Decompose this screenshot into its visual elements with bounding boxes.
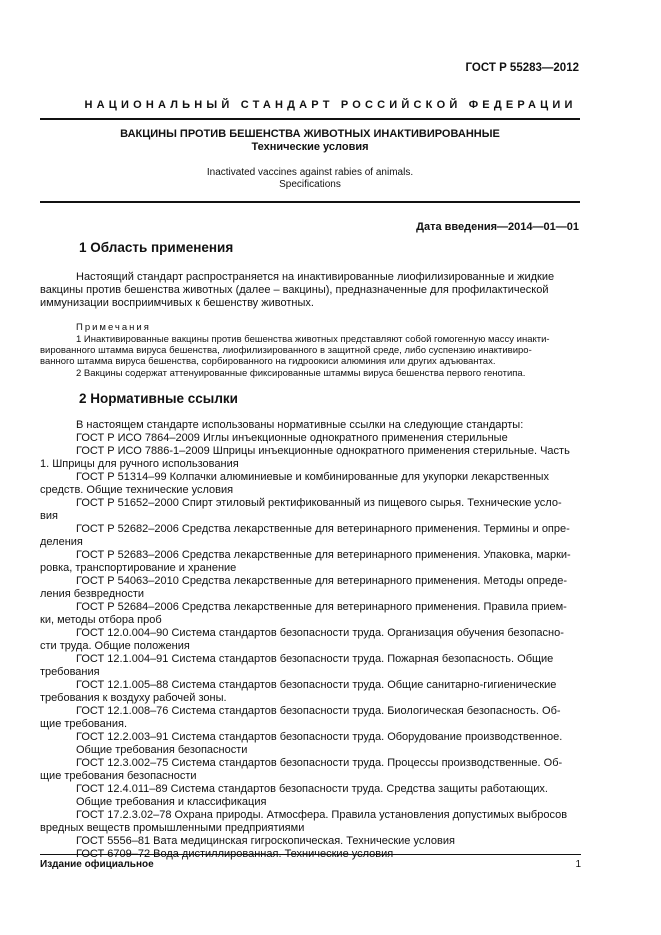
reference-line: ГОСТ Р 52682–2006 Средства лекарственные для ветеринарного применения. Термины и опре- <box>76 523 570 535</box>
reference-line: ГОСТ Р 51652–2000 Спирт этиловый ректификованный из пищевого сырья. Технические усло- <box>76 497 562 509</box>
section-1-text: иммунизации восприимчивых к бешенству животных. <box>40 297 314 309</box>
page-number: 1 <box>575 859 581 870</box>
reference-line: ГОСТ Р 51314–99 Колпачки алюминиевые и комбинированные для укупорки лекарственных <box>76 471 549 483</box>
edition-label: Издание официальное <box>40 859 154 870</box>
reference-line: Общие требования безопасности <box>76 744 248 756</box>
reference-line: вия <box>40 510 58 522</box>
reference-line: ки, методы отбора проб <box>40 614 162 626</box>
footer-divider <box>40 854 581 855</box>
reference-line: щие требования. <box>40 718 128 730</box>
reference-line: средств. Общие технические условия <box>40 484 234 496</box>
document-subtitle-english: Specifications <box>279 179 341 190</box>
document-code: ГОСТ Р 55283—2012 <box>465 62 579 74</box>
document-subtitle: Технические условия <box>251 141 369 153</box>
reference-line: ГОСТ 6709–72 Вода дистиллированная. Технические условия <box>76 848 394 860</box>
note-text: 2 Вакцины содержат аттенуированные фиксированные штаммы вируса бешенства первого генотипа. <box>76 368 526 379</box>
notes-label: Примечания <box>76 322 151 333</box>
reference-line: требования <box>40 666 100 678</box>
reference-line: ГОСТ 12.3.002–75 Система стандартов безопасности труда. Процессы производственные. Об- <box>76 757 563 769</box>
reference-line: ГОСТ Р 54063–2010 Средства лекарственные для ветеринарного применения. Методы опреде- <box>76 575 568 587</box>
reference-line: вредных веществ промышленными предприятиями <box>40 822 305 834</box>
note-text: ванного штамма вируса бешенства, сорбированного на гидроокиси алюминия или других адъювантах. <box>40 356 496 367</box>
introduction-date: Дата введения—2014—01—01 <box>416 221 579 233</box>
section-2-heading: 2 Нормативные ссылки <box>79 391 238 406</box>
reference-line: ГОСТ 12.1.005–88 Система стандартов безопасности труда. Общие санитарно-гигиенические <box>76 679 557 691</box>
document-title: ВАКЦИНЫ ПРОТИВ БЕШЕНСТВА ЖИВОТНЫХ ИНАКТИВИРОВАННЫЕ <box>120 128 500 140</box>
reference-line: ГОСТ 12.1.004–91 Система стандартов безопасности труда. Пожарная безопасность. Общие <box>76 653 554 665</box>
top-divider <box>40 118 580 120</box>
reference-line: ГОСТ 17.2.3.02–78 Охрана природы. Атмосфера. Правила установления допустимых выбросов <box>76 809 568 821</box>
reference-line: ГОСТ 12.2.003–91 Система стандартов безопасности труда. Оборудование производственное. <box>76 731 563 743</box>
reference-line: деления <box>40 536 83 548</box>
reference-line: В настоящем стандарте использованы нормативные ссылки на следующие стандарты: <box>76 419 524 431</box>
reference-line: 1. Шприцы для ручного использования <box>40 458 239 470</box>
document-title-english: Inactivated vaccines against rabies of animals. <box>206 167 414 178</box>
reference-line: ГОСТ 12.0.004–90 Система стандартов безопасности труда. Организация обучения безопасно- <box>76 627 564 639</box>
note-text: вированного штамма вируса бешенства, лиофилизированного в защитной среде, либо суспензию инактивиро- <box>40 345 532 356</box>
title-divider <box>40 201 580 203</box>
reference-line: щие требования безопасности <box>40 770 197 782</box>
reference-line: ГОСТ Р ИСО 7886-1–2009 Шприцы инъекционные однократного применения стерильные. Часть <box>76 445 570 457</box>
reference-line: сти труда. Общие положения <box>40 640 190 652</box>
standard-banner: НАЦИОНАЛЬНЫЙ СТАНДАРТ РОССИЙСКОЙ ФЕДЕРАЦИИ <box>84 99 577 111</box>
reference-line: ГОСТ Р ИСО 7864–2009 Иглы инъекционные однократного применения стерильные <box>76 432 508 444</box>
reference-line: требования к воздуху рабочей зоны. <box>40 692 227 704</box>
section-1-text: Настоящий стандарт распространяется на инактивированные лиофилизированные и жидкие <box>76 271 555 283</box>
reference-line: ления безвредности <box>40 588 144 600</box>
reference-line: ГОСТ 12.1.008–76 Система стандартов безопасности труда. Биологическая безопасность. Об- <box>76 705 561 717</box>
section-1-text: вакцины против бешенства животных (далее – вакцины), предназначенные для профилактической <box>40 284 549 296</box>
reference-line: ГОСТ 12.4.011–89 Система стандартов безопасности труда. Средства защиты работающих. <box>76 783 548 795</box>
reference-line: ГОСТ 5556–81 Вата медицинская гигроскопическая. Технические условия <box>76 835 455 847</box>
reference-line: Общие требования и классификация <box>76 796 267 808</box>
note-text: 1 Инактивированные вакцины против бешенства животных представляют собой гомогенную массу инакти- <box>76 334 550 345</box>
reference-line: ровка, транспортирование и хранение <box>40 562 237 574</box>
section-1-heading: 1 Область применения <box>79 240 234 255</box>
reference-line: ГОСТ Р 52684–2006 Средства лекарственные для ветеринарного применения. Правила прием- <box>76 601 567 613</box>
reference-line: ГОСТ Р 52683–2006 Средства лекарственные для ветеринарного применения. Упаковка, марки- <box>76 549 571 561</box>
